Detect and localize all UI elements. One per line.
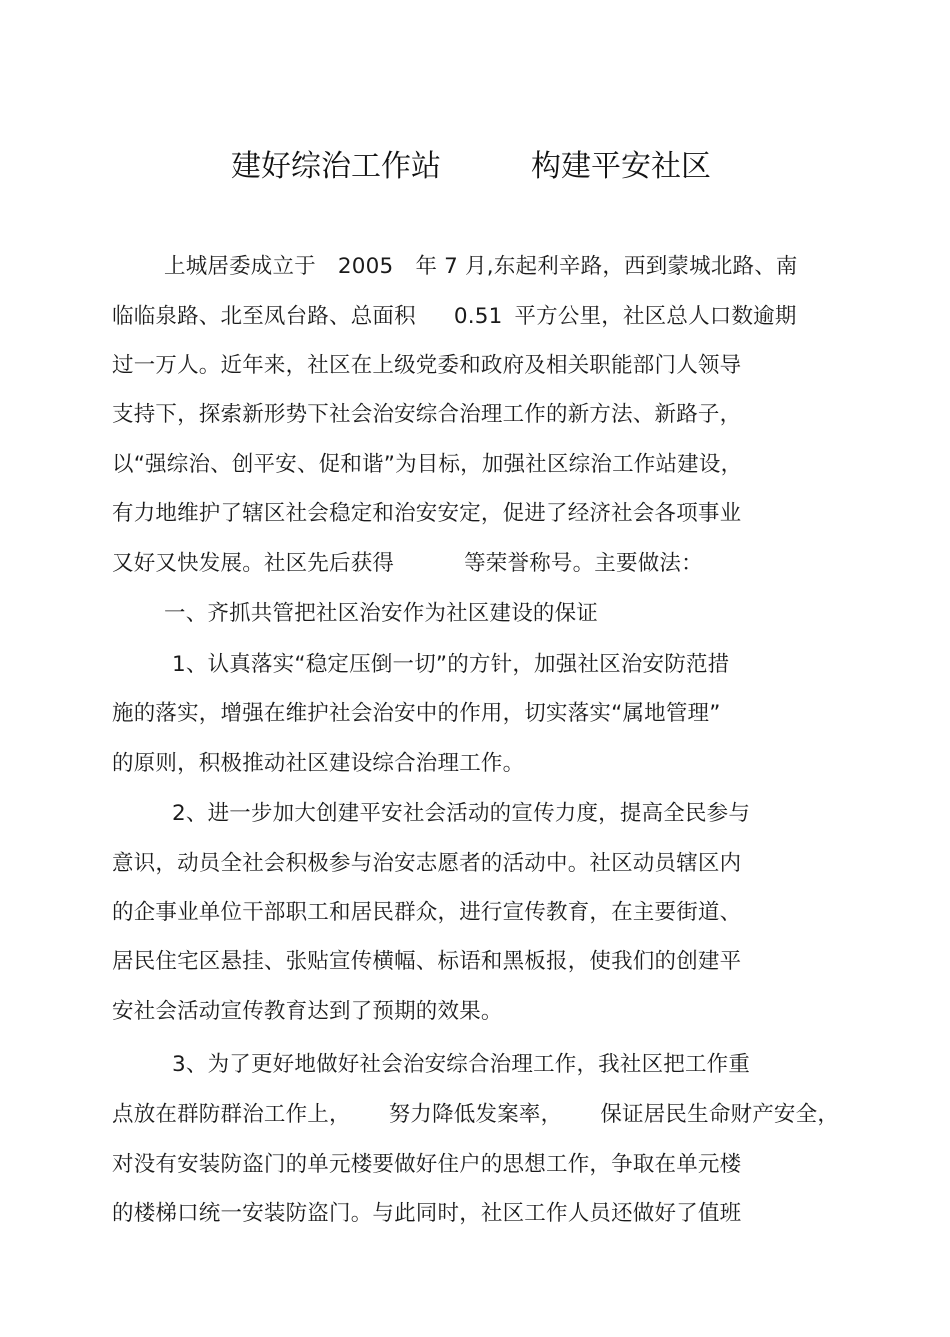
text-line-7 [112,547,703,581]
text-line-14: 的企事业单位干部职工和居民群众，进行宣传教育，在主要街道、 [112,900,742,925]
text-segment: 又好又快发展。社区先后获得 [112,551,395,576]
text-segment: 2005 [337,254,394,279]
text-line-19: 对没有安装防盗门的单元楼要做好住户的思想工作，争取在单元楼 [112,1152,742,1177]
title-part-1: 建好综治工作站 [231,149,441,184]
text-line-13: 意识，动员全社会积极参与治安志愿者的活动中。社区动员辖区内 [112,851,742,876]
section-heading: 一、齐抓共管把社区治安作为社区建设的保证 [164,601,599,626]
text-line-15: 居民住宅区悬挂、张贴宣传横幅、标语和黑板报，使我们的创建平 [112,949,742,974]
text-line-10: 施的落实，增强在维护社会治安中的作用，切实落实“属地管理” [112,701,721,726]
text-segment: 平方公里，社区总人口数逾期 [514,304,797,329]
text-line-12: 2、进一步加大创建平安社会活动的宣传力度，提高全民参与 [172,801,751,826]
text-line-5: 以“强综治、创平安、促和谐”为目标，加强社区综治工作站建设， [112,452,743,477]
title-part-2: 构建平安社区 [531,149,711,184]
text-line-18 [112,1098,839,1132]
text-segment: 努力降低发案率， [388,1102,563,1127]
text-segment: 临临泉路、北至凤台路、总面积 [112,304,416,329]
text-line-20: 的楼梯口统一安装防盗门。与此同时，社区工作人员还做好了值班 [112,1201,742,1226]
text-line-11: 的原则，积极推动社区建设综合治理工作。 [112,751,525,776]
text-line-17: 3、为了更好地做好社会治安综合治理工作，我社区把工作重 [172,1052,751,1077]
text-line-1 [164,250,798,284]
text-segment: 保证居民生命财产安全， [600,1102,840,1127]
text-line-16: 安社会活动宣传教育达到了预期的效果。 [112,999,503,1024]
text-line-2 [112,300,797,334]
text-line-9: 1、认真落实“稳定压倒一切”的方针，加强社区治安防范措 [172,652,730,677]
text-segment: 0.51 [453,304,503,329]
text-line-4: 支持下，探索新形势下社会治安综合治理工作的新方法、新路子， [112,402,742,427]
text-line-6: 有力地维护了辖区社会稳定和治安安定，促进了经济社会各项事业 [112,501,742,526]
text-segment: 等荣誉称号。主要做法： [464,551,703,576]
page-title [0,142,950,192]
text-segment: 年 7 月,东起利辛路，西到蒙城北路、南 [415,254,798,279]
text-line-3: 过一万人。近年来，社区在上级党委和政府及相关职能部门人领导 [112,353,742,378]
text-segment: 点放在群防群治工作上， [112,1102,351,1127]
text-segment: 上城居委成立于 [164,254,316,279]
